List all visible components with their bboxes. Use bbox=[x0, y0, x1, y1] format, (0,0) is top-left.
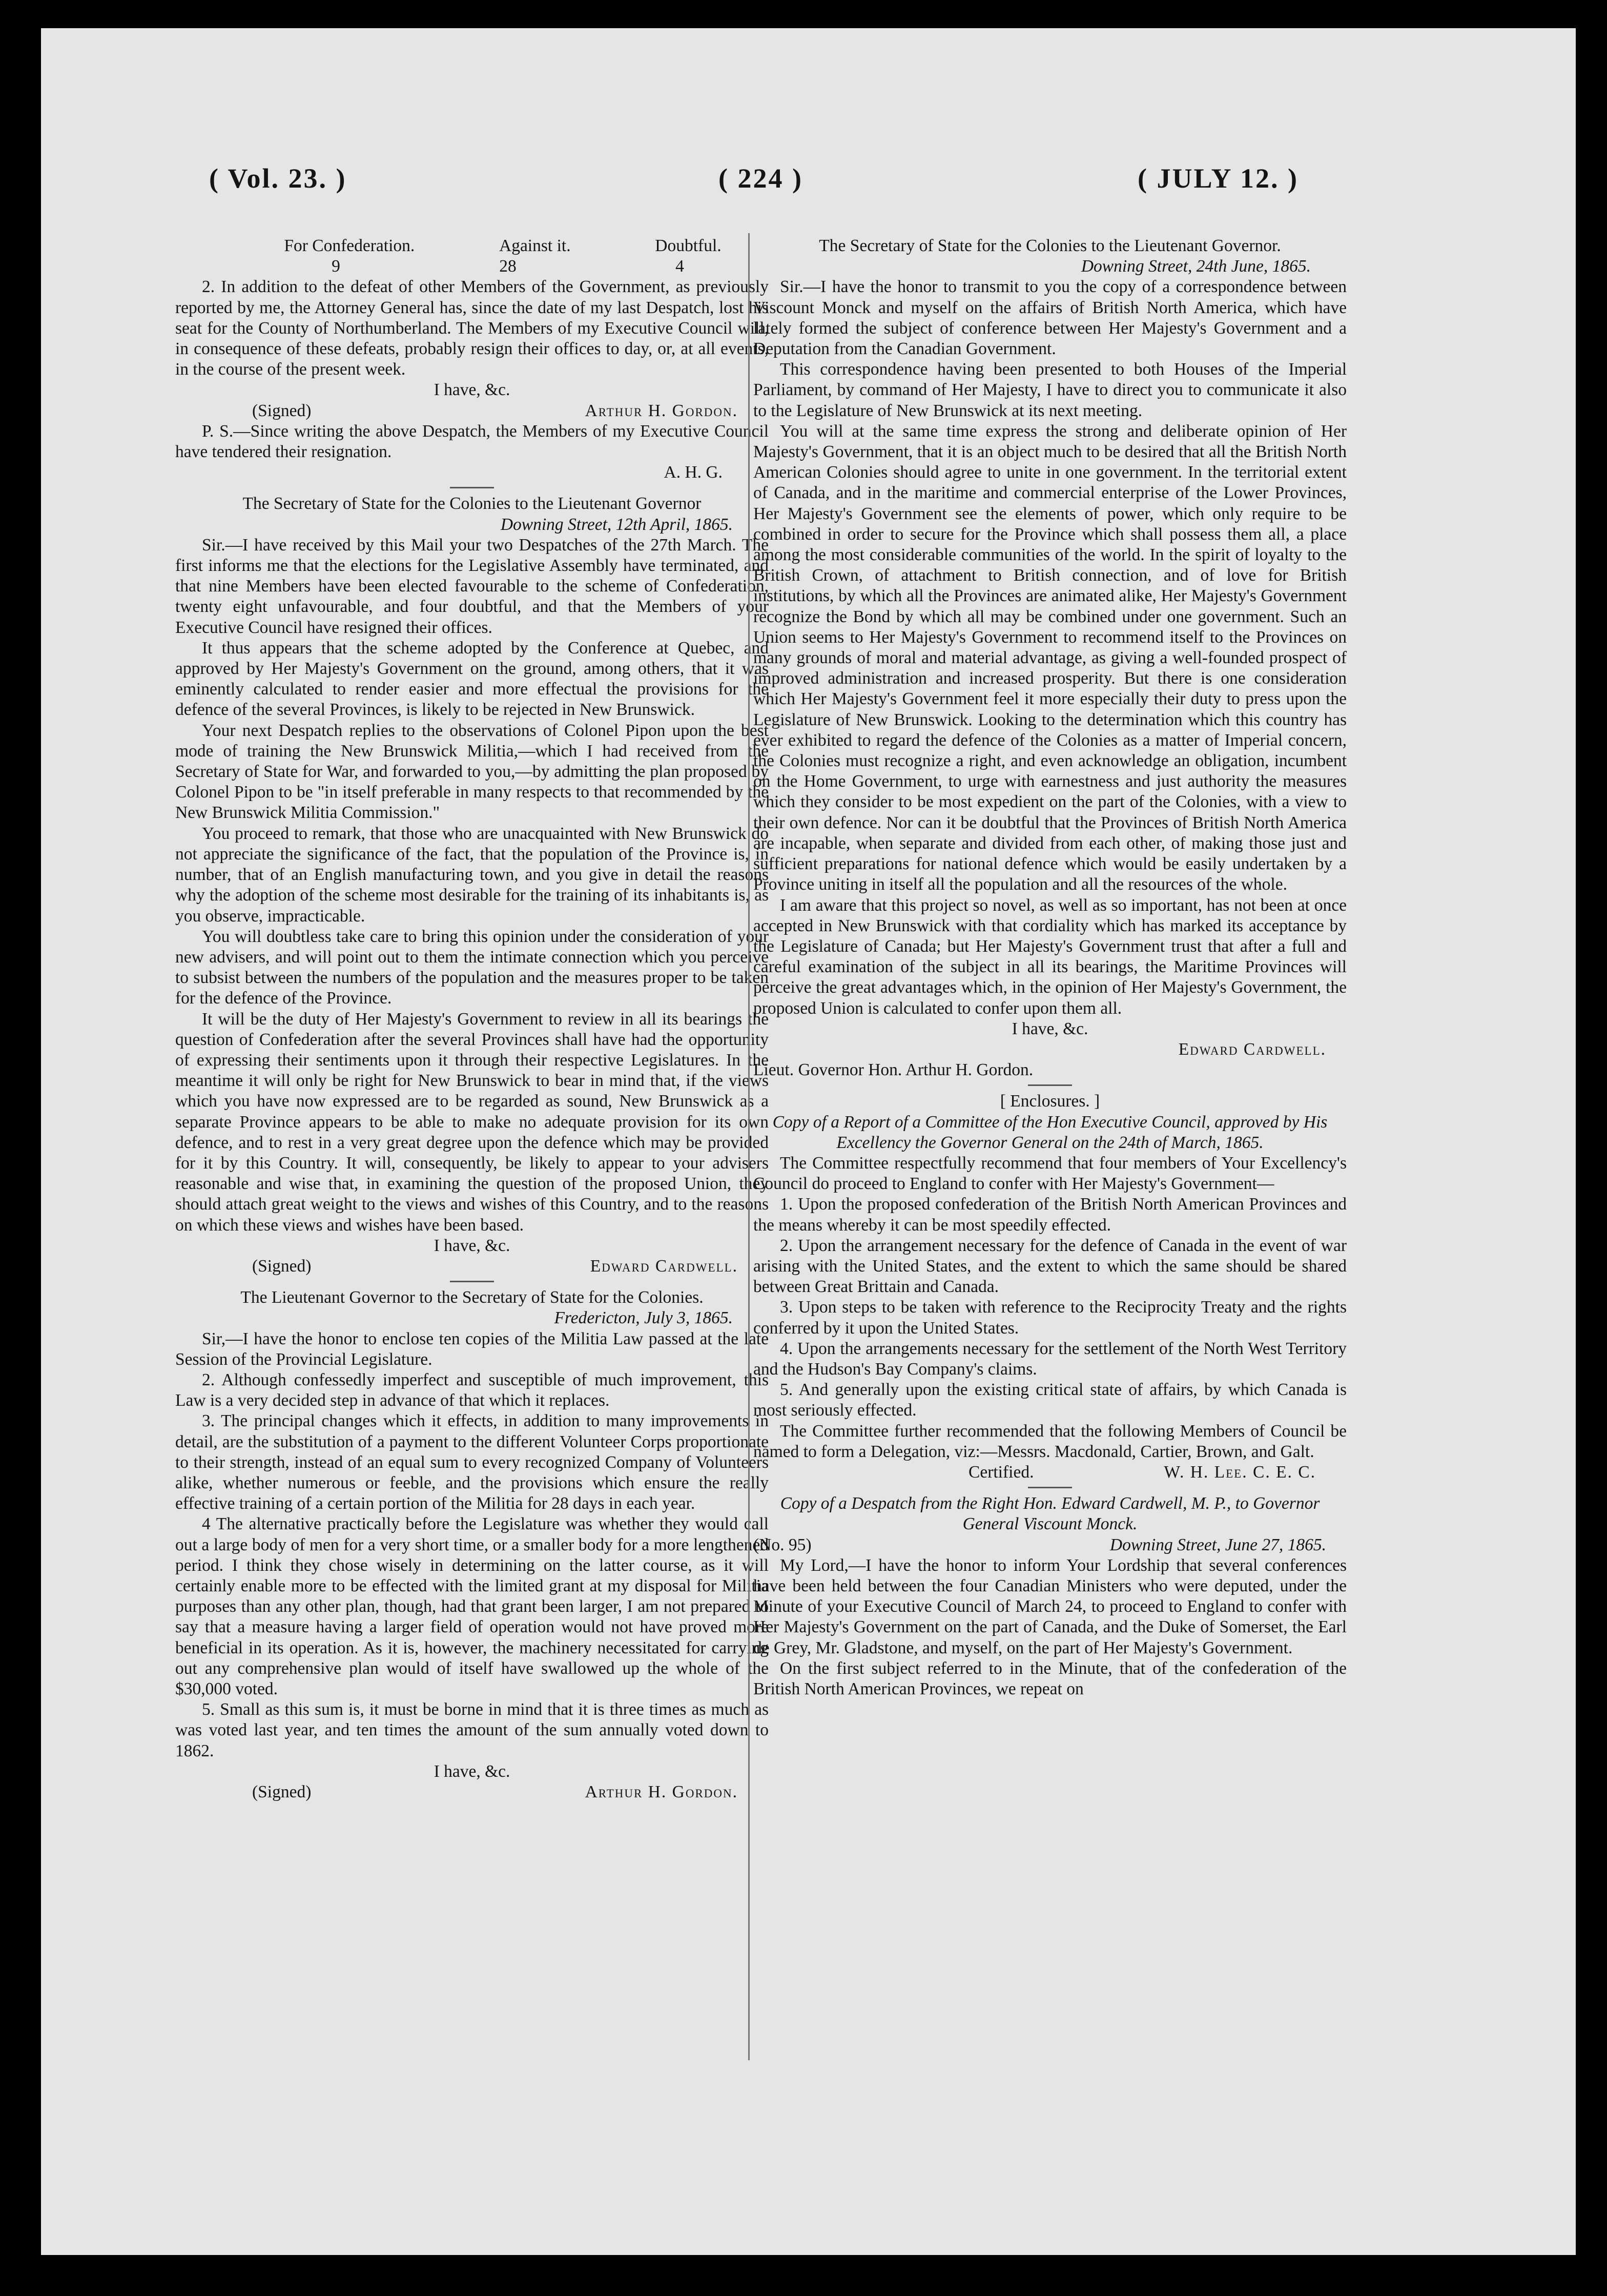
vote-head-against: Against it. bbox=[499, 236, 571, 255]
paragraph: Sir,—I have the honor to enclose ten copies of the Militia Law passed at the late Session of the Provincial Legislature. bbox=[175, 1329, 769, 1369]
signatory: Arthur H. Gordon. bbox=[585, 401, 738, 420]
closing: I have, &c. bbox=[434, 1236, 510, 1255]
paragraph: 1. Upon the proposed confederation of the British North American Provinces and the means whereby it can be most speedily effected. bbox=[753, 1195, 1347, 1235]
signature-line bbox=[175, 1256, 769, 1277]
paragraph: Your next Despatch replies to the observations of Colonel Pipon upon the best mode of training the New Brunswick Militia,—which I had received from the Secretary of State for War, and forwarded to you,—by admitting the plan proposed by Colonel Pipon to be "in itself preferable in many respects to that recommended by the New Brunswick Militia Commission." bbox=[175, 721, 769, 823]
vote-head-doubtful: Doubtful. bbox=[655, 236, 722, 255]
right-column bbox=[753, 236, 1347, 1699]
despatch-number-line bbox=[753, 1535, 1347, 1555]
paragraph: It will be the duty of Her Majesty's Government to review in all its bearings the question of Confederation after the several Provinces shall have had the opportunity of expressing their sentiments upon it through their respective Legislatures. In the meantime it will only be right for New Brunswick to bear in mind that, if the views which you have now expressed are to be regarded as sound, New Brunswick as a separate Province appears to be able to make no adequate provision for its own defence, and to rest in a very great degree upon the defence which may be provided for it by this Country. It will, consequently, be likely to appear to your advisers reasonable and wise that, in examining the question of the proposed Union, they should attach great weight to the views and wishes of this Country, and to the reasons on which these views and wishes have been based. bbox=[175, 1009, 769, 1235]
newspaper-page bbox=[41, 28, 1576, 2255]
paragraph: 4. Upon the arrangements necessary for the settlement of the North West Territory and the Hudson's Bay Company's claims. bbox=[753, 1339, 1347, 1379]
certification-line bbox=[753, 1462, 1347, 1483]
vote-head-for: For Confederation. bbox=[284, 236, 415, 255]
vote-count-against: 28 bbox=[499, 257, 517, 276]
signed-label: (Signed) bbox=[252, 1782, 312, 1802]
vote-count-doubtful: 4 bbox=[675, 257, 684, 276]
enclosures-heading: [ Enclosures. ] bbox=[1000, 1092, 1100, 1111]
vote-counts bbox=[175, 256, 769, 277]
divider bbox=[1028, 1084, 1072, 1086]
paragraph: The Committee further recommended that the following Members of Council be named to form a Delegation, viz:—Messrs. Macdonald, Cartier, Brown, and Galt. bbox=[753, 1421, 1347, 1461]
paragraph: This correspondence having been presented to both Houses of the Imperial Parliament, by command of Her Majesty, I have to direct you to communicate it also to the Legislature of New Brunswick at its next meeting. bbox=[753, 360, 1347, 420]
paragraph: It thus appears that the scheme adopted by the Conference at Quebec, and approved by Her Majesty's Government on the ground, among others, that it was eminently calculated to render easier and more effectual the provisions for the defence of the several Provinces, is likely to be rejected in New Brunswick. bbox=[175, 638, 769, 720]
divider bbox=[450, 1281, 494, 1282]
paragraph: My Lord,—I have the honor to inform Your Lordship that several conferences have been held between the four Canadian Ministers who were deputed, under the Minute of your Executive Council of March 24, to proceed to England to confer with Her Majesty's Government on the part of Canada, and the Duke of Somerset, the Earl de Grey, Mr. Gladstone, and myself, on the part of Her Majesty's Government. bbox=[753, 1555, 1347, 1657]
report-title: Copy of a Report of a Committee of the Hon Executive Council, approved by His Excellency the Governor General on the 24th of March, 1865. bbox=[772, 1112, 1328, 1152]
paragraph: You proceed to remark, that those who are unacquainted with New Brunswick do not appreciate the significance of the fact, that the population of the Province is, in number, that of an English manufacturing town, and you give in detail the reasons why the adoption of the scheme most desirable for the training of its inhabitants is, as you observe, impracticable. bbox=[175, 824, 769, 926]
paragraph: The Committee respectfully recommend that four members of Your Excellency's Council do proceed to England to confer with Her Majesty's Government— bbox=[753, 1153, 1347, 1194]
closing: I have, &c. bbox=[1012, 1019, 1088, 1038]
left-column bbox=[175, 236, 769, 1802]
dateline: Downing Street, 12th April, 1865. bbox=[500, 515, 733, 534]
divider bbox=[450, 487, 494, 488]
despatch-title: Copy of a Despatch from the Right Hon. Edward Cardwell, M. P., to Governor General Viscount Monck. bbox=[780, 1494, 1320, 1534]
paragraph: 5. Small as this sum is, it must be borne in mind that it is three times as much as was voted last year, and ten times the amount of the sum annually voted down to 1862. bbox=[175, 1700, 769, 1760]
signatory: W. H. Lee. C. E. C. bbox=[1164, 1462, 1316, 1482]
certified-label: Certified. bbox=[969, 1462, 1034, 1482]
dateline: Downing Street, June 27, 1865. bbox=[1109, 1535, 1326, 1554]
paragraph: You will at the same time express the strong and deliberate opinion of Her Majesty's Government, that it is an object much to be desired that all the British North American Colonies should agree to unite in one government. In the territorial extent of Canada, and in the maritime and commercial enterprise of the Lower Provinces, Her Majesty's Government see the elements of power, which only require to be combined in order to secure for the Province which shall possess them all, a place among the most considerable communities of the world. In the spirit of loyalty to the British Crown, of attachment to British connection, and of love for British institutions, by which all the Provinces are animated alike, Her Majesty's Government recognize the Bond by which all may be combined under one government. Such an Union seems to Her Majesty's Government to recommend itself to the Provinces on many grounds of moral and material advantage, as giving a well-founded prospect of improved administration and increased prosperity. But there is one consideration which Her Majesty's Government feel it more especially their duty to press upon the Legislature of New Brunswick. Looking to the determination which this country has ever exhibited to regard the defence of the Colonies as a matter of Imperial concern, the Colonies must recognize a right, and even acknowledge an obligation, incumbent on the Home Government, to urge with earnestness and just authority the measures which they consider to be most expedient on the part of the Colonies, with a view to their own defence. Nor can it be doubtful that the Provinces of British North America are incapable, when separate and divided from each other, of making those just and sufficient preparations for national defence which would be easily undertaken by a Province uniting in itself all the population and all the resources of the whole. bbox=[753, 421, 1347, 894]
paragraph: 4 The alternative practically before the Legislature was whether they would call out a large body of men for a very short time, or a smaller body for a more lengthened period. I think they chose wisely in determining on the latter course, as it will certainly enable more to be effected with the limited grant at my disposal for Militia purposes than any other plan, though, had that grant been larger, I am not prepared to say that a measure having a larger field of operation would not have proved more beneficial in its operation. As it is, however, the machinery necessitated for carrying out any comprehensive plan would of itself have swallowed up the whole of the $30,000 voted. bbox=[175, 1514, 769, 1699]
despatch-number: (No. 95) bbox=[753, 1535, 812, 1554]
paragraph: 3. The principal changes which it effects, in addition to many improvements in detail, are the substitution of a payment to the different Volunteer Corps proportionate to their strength, instead of an equal sum to every recognized Company of Volunteers alike, whether numerous or feeble, and the provisions which ensure the really effective training of a certain portion of the Militia for 28 days in each year. bbox=[175, 1411, 769, 1513]
signatory: Arthur H. Gordon. bbox=[585, 1782, 738, 1802]
divider bbox=[1028, 1487, 1072, 1488]
paragraph: 2. In addition to the defeat of other Members of the Government, as previously reported by me, the Attorney General has, since the date of my last Despatch, lost his seat for the County of Northumberland. The Members of my Executive Council will, in consequence of these defeats, probably resign their offices to day, or, at all events, in the course of the present week. bbox=[175, 277, 769, 379]
addressee: Lieut. Governor Hon. Arthur H. Gordon. bbox=[753, 1060, 1034, 1080]
paragraph: Sir.—I have received by this Mail your two Despatches of the 27th March. The first informs me that the elections for the Legislative Assembly have terminated, and that nine Members have been elected favourable to the scheme of Confederation, twenty eight unfavourable, and four doubtful, and that the Members of your Executive Council have resigned their offices. bbox=[175, 535, 769, 637]
signatory: Edward Cardwell. bbox=[1178, 1039, 1326, 1059]
vote-count-for: 9 bbox=[332, 257, 340, 276]
paragraph: 5. And generally upon the existing critical state of affairs, by which Canada is most seriously effected. bbox=[753, 1380, 1347, 1420]
page-number: ( 224 ) bbox=[718, 163, 803, 194]
closing: I have, &c. bbox=[434, 1761, 510, 1781]
postscript: P. S.—Since writing the above Despatch, the Members of my Executive Council have tendered their resignation. bbox=[175, 421, 769, 462]
signatory: Edward Cardwell. bbox=[590, 1256, 738, 1276]
paragraph: 2. Although confessedly imperfect and susceptible of much improvement, this Law is a very decided step in advance of that which it replaces. bbox=[175, 1370, 769, 1410]
paragraph: Sir.—I have the honor to transmit to you the copy of a correspondence between Viscount Monck and myself on the affairs of British North America, which have lately formed the subject of conference between Her Majesty's Government and a Deputation from the Canadian Government. bbox=[753, 277, 1347, 359]
dateline: Downing Street, 24th June, 1865. bbox=[1081, 257, 1311, 276]
paragraph: I am aware that this project so novel, as well as so important, has not been at once accepted in New Brunswick with that cordiality which has marked its acceptance by the Legislature of Canada; but Her Majesty's Government trust that after a full and careful examination of the subject in all its bearings, the Maritime Provinces will perceive the great advantages which, in the opinion of Her Majesty's Government, the proposed Union is calculated to confer upon them all. bbox=[753, 895, 1347, 1018]
paragraph: 3. Upon steps to be taken with reference to the Reciprocity Treaty and the rights conferred by it upon the United States. bbox=[753, 1298, 1347, 1338]
signature-line bbox=[175, 1782, 769, 1802]
dateline: Fredericton, July 3, 1865. bbox=[554, 1308, 733, 1328]
despatch-heading: The Secretary of State for the Colonies to the Lieutenant Governor bbox=[242, 494, 702, 514]
initials: A. H. G. bbox=[664, 463, 723, 482]
volume-header: ( Vol. 23. ) bbox=[209, 163, 347, 194]
vote-headings bbox=[175, 236, 769, 256]
issue-date: ( JULY 12. ) bbox=[1138, 163, 1299, 194]
signed-label: (Signed) bbox=[252, 401, 312, 420]
closing: I have, &c. bbox=[434, 380, 510, 400]
paragraph: On the first subject referred to in the Minute, that of the confederation of the British North American Provinces, we repeat on bbox=[753, 1658, 1347, 1699]
signed-label: (Signed) bbox=[252, 1256, 312, 1276]
paragraph: 2. Upon the arrangement necessary for the defence of Canada in the event of war arising with the United States, and the extent to which the same should be shared between Great Brittain and Canada. bbox=[753, 1236, 1347, 1297]
despatch-heading: The Secretary of State for the Colonies to the Lieutenant Governor. bbox=[819, 236, 1281, 255]
paragraph: You will doubtless take care to bring this opinion under the consideration of your new advisers, and will point out to them the intimate connection which you perceive to subsist between the numbers of the population and the measures proper to be taken for the defence of the Province. bbox=[175, 927, 769, 1008]
despatch-heading: The Lieutenant Governor to the Secretary of State for the Colonies. bbox=[240, 1288, 704, 1307]
column-rule bbox=[748, 233, 750, 2060]
signature-line bbox=[175, 401, 769, 421]
